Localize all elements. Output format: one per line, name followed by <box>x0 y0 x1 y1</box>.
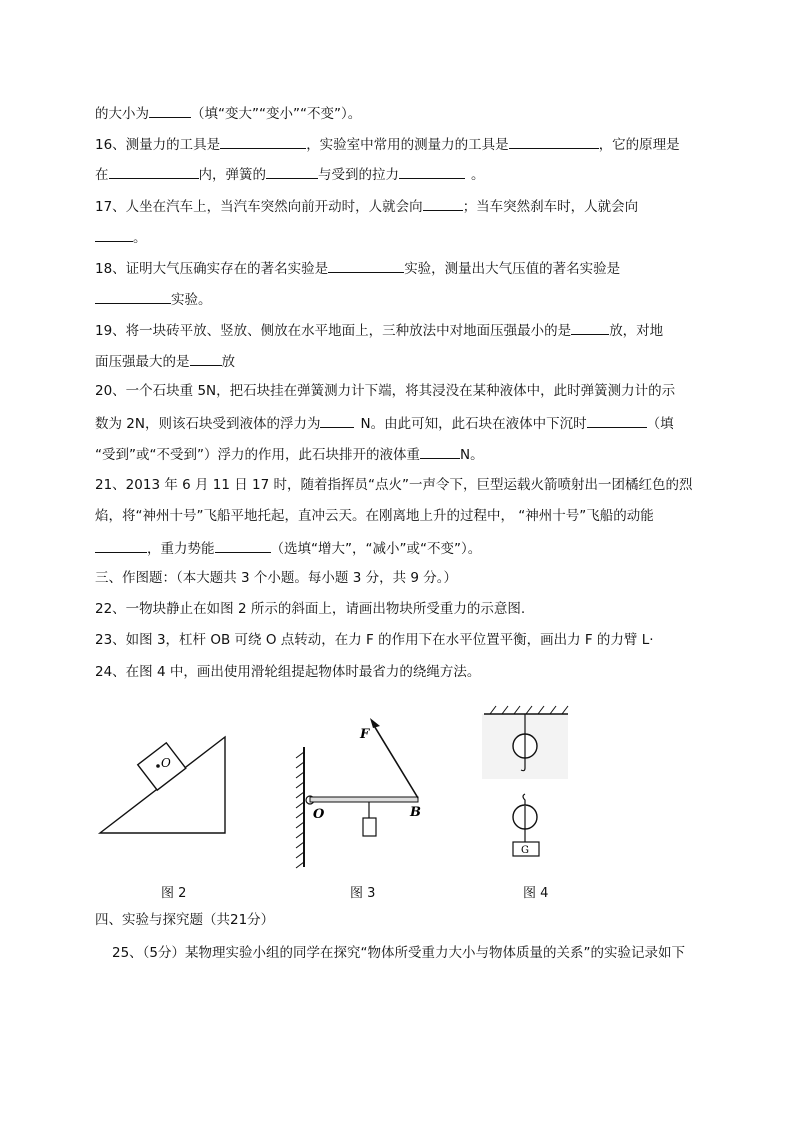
figure-3-caption: 图 3 <box>350 886 376 901</box>
answer-blank[interactable] <box>420 444 460 459</box>
figure-4-caption: 图 4 <box>523 886 549 901</box>
answer-blank[interactable] <box>399 164 465 179</box>
center-point <box>156 764 160 768</box>
answer-blank[interactable] <box>571 320 609 335</box>
answer-blank[interactable] <box>587 413 647 428</box>
question-20-cont2: “受到”或“不受到”）浮力的作用，此石块排开的液体重 N。 <box>95 444 484 464</box>
force-line <box>373 724 418 798</box>
question-18-cont: 实验。 <box>95 289 212 309</box>
point-label-o: O <box>161 756 171 770</box>
label-b: B <box>410 805 421 820</box>
weight <box>363 818 376 836</box>
question-21-cont: 焰，将“神州十号”飞船平地托起，直冲云天。在刚离地上升的过程中， “神州十号”飞船的动能 <box>95 508 654 524</box>
question-16: 16、测量力的工具是 ，实验室中常用的测量力的工具是 ，它的原理是 <box>95 134 680 154</box>
text-line: 的大小为 （填“变大”“变小”“不变”）。 <box>95 103 361 123</box>
answer-blank[interactable] <box>328 258 404 273</box>
question-23: 23、如图 3，杠杆 OB 可绕 O 点转动，在力 F 的作用下在水平位置平衡，画出力 F 的力臂 L· <box>95 632 654 648</box>
force-arrowhead <box>370 718 380 728</box>
answer-blank[interactable] <box>220 134 306 149</box>
answer-blank[interactable] <box>95 538 147 553</box>
label-o: O <box>313 807 325 822</box>
question-25: 25、（5分）某物理实验小组的同学在探究“物体所受重力大小与物体质量的关系”的实验记录如下 <box>112 945 686 961</box>
figure-3-lever <box>288 712 438 872</box>
answer-blank[interactable] <box>95 227 133 242</box>
answer-blank[interactable] <box>320 413 354 428</box>
answer-blank[interactable] <box>190 351 222 366</box>
figure-4-pulleys <box>478 702 578 867</box>
question-19: 19、将一块砖平放、竖放、侧放在水平地面上，三种放法中对地面压强最小的是 放，对地 <box>95 320 663 340</box>
question-17: 17、人坐在汽车上，当汽车突然向前开动时，人就会向 ；当车突然刹车时，人就会向 <box>95 196 638 216</box>
question-17-cont: 。 <box>95 227 147 247</box>
answer-blank[interactable] <box>423 196 463 211</box>
figure-2-incline <box>95 725 235 840</box>
answer-blank[interactable] <box>509 134 599 149</box>
lever-bar <box>310 797 418 802</box>
figure-2-caption: 图 2 <box>161 886 187 901</box>
section-heading-3: 三、作图题：（本大题共 3 个小题。每小题 3 分，共 9 分。） <box>95 570 458 586</box>
question-21-cont2: ，重力势能 （选填“增大”，“减小”或“不变”）。 <box>95 538 481 558</box>
question-20: 20、一个石块重 5N，把石块挂在弹簧测力计下端，将其浸没在某种液体中，此时弹簧测力计的示 <box>95 383 676 399</box>
question-24: 24、在图 4 中，画出使用滑轮组提起物体时最省力的绕绳方法。 <box>95 664 481 680</box>
question-22: 22、一物块静止在如图 2 所示的斜面上，请画出物块所受重力的示意图. <box>95 601 526 617</box>
label-f: F <box>360 727 370 742</box>
question-18: 18、证明大气压确实存在的著名实验是 实验，测量出大气压值的著名实验是 <box>95 258 620 278</box>
answer-blank[interactable] <box>109 164 199 179</box>
question-20-cont: 数为 2N，则该石块受到液体的浮力为 N。由此可知，此石块在液体中下沉时 （填 <box>95 413 674 433</box>
label-g: G <box>521 845 529 856</box>
answer-blank[interactable] <box>95 289 171 304</box>
answer-blank[interactable] <box>266 164 318 179</box>
answer-blank[interactable] <box>149 103 191 118</box>
question-16-cont: 在 内，弹簧的 与受到的拉力 。 <box>95 164 485 184</box>
section-heading-4: 四、实验与探究题（共21分） <box>95 912 275 928</box>
question-21: 21、2013 年 6 月 11 日 17 时，随着指挥员“点火”一声令下，巨型运载火箭喷射出一团橘红色的烈 <box>95 477 693 493</box>
question-19-cont: 面压强最大的是 放 <box>95 351 235 371</box>
answer-blank[interactable] <box>215 538 271 553</box>
